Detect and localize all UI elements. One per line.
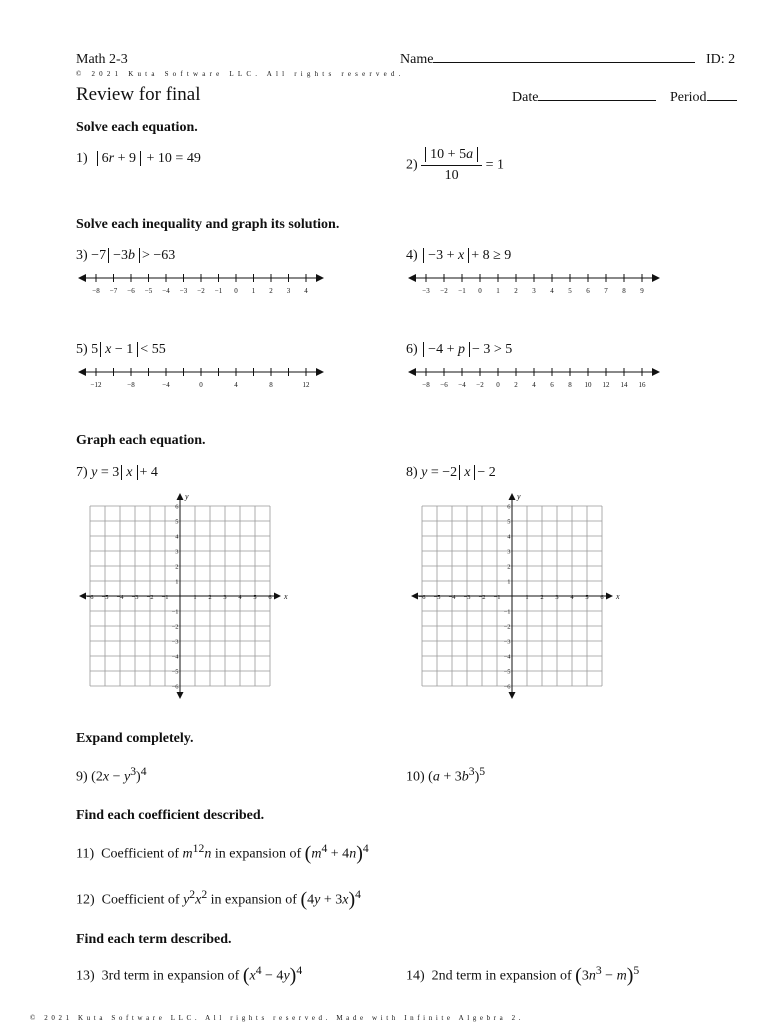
tick-label: −12 [90,381,102,389]
x-axis-label: x [616,592,620,601]
arrow-left-icon [408,368,416,376]
arrow-right-icon [316,368,324,376]
arrow-left-icon [411,593,418,600]
y-axis-label: y [185,492,189,501]
number-line-5[interactable] [76,364,326,392]
tick-label: 8 [269,381,273,389]
arrow-left-icon [78,274,86,282]
tick-label: −1 [458,287,466,295]
arrow-right-icon [652,368,660,376]
problem-13: 13) 3rd term in expansion of $(x^4 - 4y)^4$ [76,964,303,987]
arrow-left-icon [408,274,416,282]
tick-label: 3 [532,287,536,295]
arrow-right-icon [274,593,281,600]
number-line-4[interactable] [406,270,662,298]
tick-label: 9 [640,287,644,295]
problem-1: 1) 6r + 9 + 10 = 49 [76,151,201,166]
tick-label: −3 [422,287,430,295]
y-tick-label: −2 [503,623,511,631]
x-tick-label: −5 [433,594,441,601]
name-label: Name [400,52,434,67]
x-tick-label: −2 [478,594,486,601]
x-tick-label: −3 [131,594,139,601]
coordinate-grid-7[interactable] [78,490,296,712]
x-tick-label: 6 [600,594,604,601]
x-tick-label: 2 [208,594,212,601]
course-label: Math 2-3 [76,52,128,67]
tick-label: 16 [638,381,646,389]
arrow-right-icon [652,274,660,282]
problem-10: 10) $(a + 3b^3)^5$ [406,765,486,785]
tick-label: 1 [496,287,500,295]
x-tick-label: −3 [463,594,471,601]
tick-label: −3 [179,287,188,295]
y-tick-label: 3 [507,548,511,556]
problem-2: 2) $\frac{10 + 5a}{10}$ = 1 [406,147,504,183]
tick-label: 5 [568,287,572,295]
y-tick-label: −5 [503,668,511,676]
coordinate-grid-8[interactable] [410,490,628,712]
tick-label: 3 [286,287,291,295]
problem-6: 6) −4 + p − 3 > 5 [406,342,513,357]
problem-14: 14) 2nd term in expansion of $(3n^3 - m)^5$ [406,964,640,987]
y-tick-label: 2 [175,563,179,571]
tick-label: 0 [234,287,238,295]
problem-5: 5) 5 x − 1 < 55 [76,342,166,357]
y-tick-label: −1 [503,608,511,616]
tick-label: 6 [550,381,554,389]
problem-3: 3) −7 −3b > −63 [76,248,176,263]
tick-label: −4 [162,381,170,389]
tick-label: 4 [234,381,238,389]
y-tick-label: −3 [171,638,179,646]
x-tick-label: −5 [101,594,109,601]
tick-label: 4 [304,287,308,295]
tick-label: 8 [568,381,572,389]
tick-label: 10 [584,381,592,389]
copyright-notice: © 2021 Kuta Software LLC. All rights reserved. [76,70,405,78]
section-heading: Find each term described. [76,932,232,947]
id-label: ID: 2 [706,52,736,67]
x-tick-label: 6 [268,594,272,601]
tick-label: −6 [127,287,135,295]
tick-label: 0 [496,381,500,389]
tick-label: 14 [620,381,628,389]
y-tick-label: 5 [507,518,511,526]
tick-label: −4 [162,287,170,295]
section-heading: Graph each equation. [76,433,206,448]
x-tick-label: 4 [238,594,242,601]
tick-label: −8 [127,381,135,389]
tick-label: 7 [604,287,608,295]
tick-label: −1 [214,287,223,295]
y-tick-label: −1 [171,608,179,616]
y-tick-label: −3 [503,638,511,646]
tick-label: 12 [602,381,610,389]
x-tick-label: −6 [86,594,94,601]
date-label: Date [512,90,539,105]
footer-copyright: © 2021 Kuta Software LLC. All rights reserved. Made with Infinite Algebra 2. [30,1014,525,1022]
number-line-6[interactable] [406,364,662,392]
arrow-down-icon [177,692,184,699]
x-tick-label: 5 [585,594,589,601]
section-heading: Find each coefficient described. [76,808,265,823]
problem-7: 7) y = 3 x + 4 [76,465,158,480]
y-tick-label: 5 [175,518,179,526]
x-tick-label: 4 [570,594,574,601]
y-tick-label: −6 [171,683,179,691]
section-heading: Solve each inequality and graph its solution. [76,217,340,232]
x-tick-label: −4 [448,594,456,601]
tick-label: −2 [197,287,205,295]
x-tick-label: 2 [540,594,544,601]
tick-label: 0 [478,287,482,295]
problem-8: 8) y = −2 x − 2 [406,465,496,480]
tick-label: 2 [514,381,518,389]
name-field[interactable] [400,52,695,68]
tick-label: −6 [440,381,448,389]
tick-label: 6 [586,287,590,295]
y-tick-label: −4 [171,653,179,661]
arrow-up-icon [509,493,516,500]
number-line-3[interactable] [76,270,326,298]
tick-label: 8 [622,287,626,295]
period-label: Period [670,90,707,105]
tick-label: 4 [550,287,554,295]
tick-label: 0 [199,381,203,389]
y-tick-label: 1 [507,578,511,586]
x-tick-label: 5 [253,594,257,601]
y-tick-label: 1 [175,578,179,586]
tick-label: −7 [109,287,118,295]
tick-label: −5 [144,287,153,295]
y-tick-label: −5 [171,668,179,676]
y-tick-label: −6 [503,683,511,691]
arrow-down-icon [509,692,516,699]
tick-label: 4 [532,381,536,389]
problem-12: 12) Coefficient of $y^2x^2$ in expansion of $(4y + 3x)^4$ [76,888,361,911]
y-tick-label: 4 [507,533,511,541]
tick-label: −2 [440,287,448,295]
section-heading: Solve each equation. [76,120,198,135]
y-tick-label: 6 [175,503,179,511]
x-tick-label: 1 [193,594,197,601]
x-tick-label: −1 [161,594,169,601]
x-tick-label: −4 [116,594,124,601]
problem-9: 9) $(2x - y^3)^4$ [76,765,147,785]
arrow-left-icon [78,368,86,376]
tick-label: 2 [269,287,273,295]
tick-label: −8 [422,381,430,389]
arrow-up-icon [177,493,184,500]
y-tick-label: 6 [507,503,511,511]
y-tick-label: 3 [175,548,179,556]
tick-label: 2 [514,287,518,295]
date-field[interactable] [512,90,656,106]
x-tick-label: 3 [223,594,227,601]
tick-label: −8 [92,287,100,295]
x-tick-label: −2 [146,594,154,601]
y-tick-label: 2 [507,563,511,571]
problem-4: 4) −3 + x + 8 ≥ 9 [406,248,512,263]
tick-label: 12 [302,381,310,389]
worksheet-title: Review for final [76,84,201,105]
x-axis-label: x [284,592,288,601]
arrow-right-icon [606,593,613,600]
tick-label: −2 [476,381,484,389]
period-field[interactable] [670,90,737,106]
y-tick-label: −2 [171,623,179,631]
arrow-left-icon [79,593,86,600]
x-tick-label: −1 [493,594,501,601]
y-axis-label: y [517,492,521,501]
y-tick-label: −4 [503,653,511,661]
y-tick-label: 4 [175,533,179,541]
x-tick-label: −6 [418,594,426,601]
x-tick-label: 1 [525,594,529,601]
problem-11: 11) Coefficient of $m^{12}n$ in expansion of $(m^4 + 4n)^4$ [76,842,369,865]
arrow-right-icon [316,274,324,282]
tick-label: 1 [251,287,256,295]
tick-label: −4 [458,381,466,389]
section-heading: Expand completely. [76,731,194,746]
x-tick-label: 3 [555,594,559,601]
